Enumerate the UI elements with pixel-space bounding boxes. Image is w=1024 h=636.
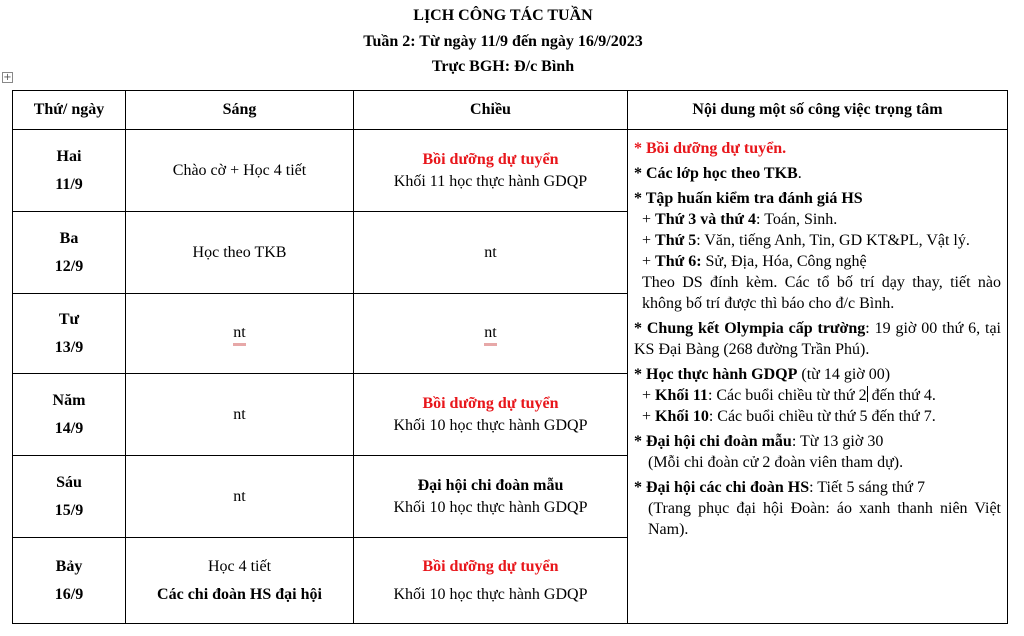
morning-text: nt	[233, 405, 246, 423]
note-item: * Đại hội các chi đoàn HS: Tiết 5 sáng thứ 7	[634, 479, 925, 496]
day-cell	[13, 456, 126, 538]
day-cell	[13, 374, 126, 456]
afternoon-text: Khối 10 học thực hành GDQP	[393, 585, 588, 603]
afternoon-cell	[354, 538, 628, 624]
day-name: Năm	[52, 391, 86, 409]
afternoon-text: Khối 10 học thực hành GDQP	[393, 498, 588, 516]
morning-cell	[126, 130, 354, 212]
note-item: * Đại hội chi đoàn mẫu: Từ 13 giờ 30	[634, 433, 884, 450]
note-subitem: Theo DS đính kèm. Các tổ bố trí dạy thay, tiết nào không bố trí được thì báo cho đ/c Bình.	[642, 274, 1001, 312]
day-date: 13/9	[54, 338, 84, 356]
day-date: 16/9	[54, 585, 84, 603]
schedule-table	[12, 90, 1008, 624]
table-move-handle-icon[interactable]: +	[3, 72, 12, 83]
table-row	[13, 130, 1008, 212]
morning-text: nt	[233, 487, 246, 505]
day-date: 11/9	[55, 175, 83, 193]
note-item: * Học thực hành GDQP (từ 14 giờ 00)	[634, 366, 891, 383]
col-header-notes: Nội dung một số công việc trọng tâm	[628, 91, 1008, 130]
afternoon-cell	[354, 374, 628, 456]
morning-text: nt	[233, 323, 245, 346]
morning-cell	[126, 374, 354, 456]
afternoon-title: Bồi dưỡng dự tuyển	[422, 557, 559, 575]
col-header-morning: Sáng	[126, 91, 354, 130]
note-subitem: + Khối 11: Các buổi chiều từ thứ 2 đến thứ 4.	[642, 387, 936, 404]
day-name: Tư	[58, 310, 80, 328]
col-header-day: Thứ/ ngày	[13, 91, 126, 130]
table-header-row	[13, 91, 1008, 130]
notes-cell	[628, 130, 1008, 624]
day-date: 15/9	[54, 501, 84, 519]
afternoon-cell	[354, 456, 628, 538]
week-range: Tuần 2: Từ ngày 11/9 đến ngày 16/9/2023	[363, 33, 643, 50]
duty-officer: Trực BGH: Đ/c Bình	[431, 58, 575, 75]
note-item: * Chung kết Olympia cấp trường: 19 giờ 00 thứ 6, tại KS Đại Bàng (268 đường Trần Phú).	[634, 320, 1001, 358]
note-item: * Các lớp học theo TKB.	[634, 165, 802, 182]
morning-text: Các chi đoàn HS đại hội	[157, 585, 322, 603]
day-name: Hai	[56, 147, 82, 165]
day-cell	[13, 538, 126, 624]
afternoon-title: Bồi dưỡng dự tuyển	[422, 394, 559, 412]
page-title: LỊCH CÔNG TÁC TUẦN	[413, 7, 593, 24]
afternoon-title: Bồi dưỡng dự tuyển	[422, 150, 559, 168]
day-date: 12/9	[54, 257, 84, 275]
day-cell	[13, 212, 126, 294]
afternoon-text: nt	[484, 243, 497, 261]
note-subitem: + Khối 10: Các buổi chiều từ thứ 5 đến thứ 7.	[642, 408, 936, 425]
afternoon-text: Khối 10 học thực hành GDQP	[393, 416, 588, 434]
morning-cell	[126, 456, 354, 538]
note-subitem: (Trang phục đại hội Đoàn: áo xanh thanh niên Việt Nam).	[648, 500, 1001, 538]
day-name: Ba	[59, 229, 79, 247]
day-cell	[13, 130, 126, 212]
morning-cell	[126, 538, 354, 624]
morning-text: Học theo TKB	[192, 243, 287, 261]
day-name: Bảy	[55, 557, 83, 575]
day-name: Sáu	[56, 473, 82, 491]
afternoon-cell	[354, 130, 628, 212]
afternoon-title: Đại hội chi đoàn mẫu	[417, 476, 564, 494]
day-date: 14/9	[54, 419, 84, 437]
note-subitem: + Thứ 5: Văn, tiếng Anh, Tin, GD KT&PL, Vật lý.	[642, 232, 970, 249]
note-subitem: + Thứ 6: Sử, Địa, Hóa, Công nghệ	[642, 253, 867, 270]
afternoon-text: nt	[484, 323, 496, 346]
afternoon-text: Khối 11 học thực hành GDQP	[393, 172, 588, 190]
afternoon-cell	[354, 294, 628, 374]
morning-text: Chào cờ + Học 4 tiết	[172, 161, 307, 179]
note-item: * Tập huấn kiểm tra đánh giá HS	[634, 190, 863, 207]
note-subitem: + Thứ 3 và thứ 4: Toán, Sinh.	[642, 211, 838, 228]
day-cell	[13, 294, 126, 374]
col-header-afternoon: Chiều	[354, 91, 628, 130]
note-subitem: (Mỗi chi đoàn cử 2 đoàn viên tham dự).	[648, 454, 904, 471]
afternoon-cell	[354, 212, 628, 294]
morning-text: Học 4 tiết	[207, 557, 272, 575]
note-item: * Bồi dưỡng dự tuyển.	[634, 140, 787, 157]
morning-cell	[126, 294, 354, 374]
morning-cell	[126, 212, 354, 294]
